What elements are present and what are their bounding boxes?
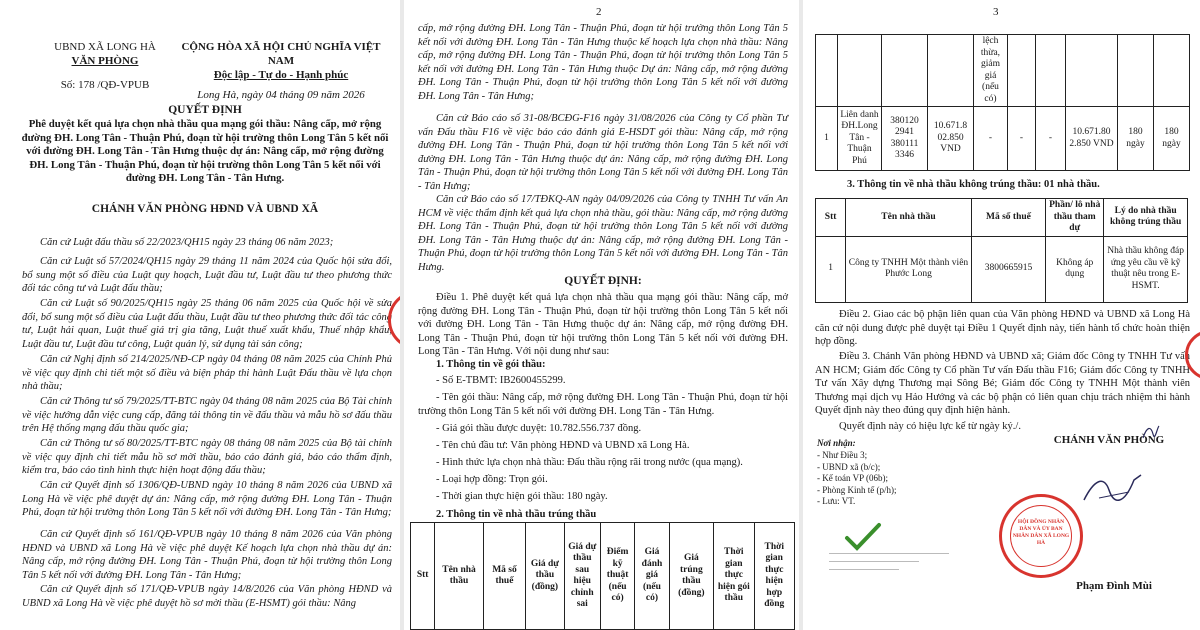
table-row — [816, 236, 1188, 302]
cell-empty — [928, 35, 974, 107]
issuing-org-header — [40, 40, 170, 92]
cell-reason: Nhà thầu không đáp ứng yêu cầu về kỹ thuật nêu trong E-HSMT. — [1104, 236, 1188, 302]
col-evaluated-price: Giá đánh giá (nếu có) — [635, 523, 669, 630]
org-line1: UBND XÃ LONG HÀ — [54, 41, 156, 53]
continued-basis: cấp, mở rộng đường ĐH. Long Tân - Thuận Phú, đoạn từ hội trường thôn Long Tân 5 kết nối với đường ĐH. Long Tân - Tân Hưng thuộc kế hoạch lựa chọn nhà thầu: Nâng cấp, mở rộng đường ĐH. Long Tân - Thuận Phú, đoạn từ hội trường thôn Long Tân 5 kết nối với đường ĐH. Long Tân - Tân Hưng thuộc Dự án: Nâng cấp, mở rộng đường ĐH. Long Tân - Thuận Phú, đoạn từ hội trường thôn Long Tân 5 kết nối với đường ĐH. Long Tân - Tân Hưng; — [418, 23, 788, 102]
winning-bidder-table-body — [815, 34, 1190, 171]
col-bidder-name: Tên nhà thầu — [435, 523, 484, 630]
basis-2: Căn cứ Luật số 57/2024/QH15 ngày 29 tháng 11 năm 2024 của Quốc hội sửa đổi, bổ sung một số điều của Luật quy hoạch, Luật đầu tư, Luật đầu tư theo phương thức đối tác công tư và Luật đấu thầu; — [22, 256, 392, 294]
decision-subject: Phê duyệt kết quả lựa chọn nhà thầu qua mạng gói thầu: Nâng cấp, mở rộng đường ĐH. Long Tân - Thuận Phú, đoạn từ hội trường thôn Long Tân 5 kết nối với đường ĐH. Long Tân - Tân Hưng thuộc dự án: Nâng cấp, mở rộng đường ĐH. Long Tân - Thuận Phú, đoạn từ hội trường thôn Long Tân 5 kết nối với đường ĐH. Long Tân - Tân Hưng. — [21, 118, 389, 184]
col-bid-price: Giá dự thầu (đồng) — [526, 523, 564, 630]
article-1: Điều 1. Phê duyệt kết quả lựa chọn nhà thầu qua mạng gói thầu: Nâng cấp, mở rộng đường ĐH. Long Tân - Thuận Phú, đoạn từ hội trường thôn Long Tân 5 kết nối với đường ĐH. Long Tân - Tân Hưng thuộc dự án: Nâng cấp, mở rộng đường ĐH. Long Tân - Thuận Phú, đoạn từ hội trường thôn Long Tân 5 kết nối với đường ĐH. Long Tân - Tân Hưng. Với nội dung như sau: — [418, 292, 788, 357]
col-winning-price: Giá trúng thầu (đồng) — [669, 523, 713, 630]
basis-6: Căn cứ Thông tư số 80/2025/TT-BTC ngày 08 tháng 08 năm 2025 của Bộ tài chính về việc quy định chi tiết mẫu hồ sơ mời thầu, báo cáo đánh giá, báo cáo thẩm định, kiểm tra, báo cáo tình hình thực hiện hoạt động đấu thầu; — [22, 438, 392, 476]
basis-appraisal-an: Căn cứ Báo cáo số 17/TĐKQ-AN ngày 04/09/2026 của Công ty TNHH Tư vấn An HCM về việc thẩm định kết quả lựa chọn nhà thầu, gói thầu: Nâng cấp, mở rộng đường ĐH. Long Tân - Thuận Phú, đoạn từ hội trường thôn Long Tân 5 kết nối với đường ĐH. Long Tân - Tân Hưng thuộc dự án: Nâng cấp, mở rộng đường ĐH. Long Tân - Thuận Phú, đoạn từ hội trường thôn Long Tân 5 kết nối với đường ĐH. Long Tân - Tân Hưng. — [418, 194, 788, 273]
col-bidder-name: Tên nhà thầu — [846, 199, 972, 237]
document-page-1 — [0, 0, 400, 630]
cell-bid-price: 10.671.8 02.850 VND — [928, 107, 974, 171]
cell-technical-score: - — [1008, 107, 1036, 171]
decision-title: QUYẾT ĐỊNH — [168, 104, 242, 116]
col-technical-score: Điểm kỹ thuật (nếu có) — [600, 523, 634, 630]
recipient-item: - Phòng Kinh tế (p/h); — [817, 484, 897, 495]
document-page-3 — [803, 0, 1200, 630]
motto: Độc lập - Tự do - Hạnh phúc — [213, 69, 349, 81]
item-investor: - Tên chủ đầu tư: Văn phòng HĐND và UBND xã Long Hà. — [436, 440, 690, 451]
winning-bidder-table-header — [410, 522, 795, 630]
basis-7: Căn cứ Quyết định số 1306/QĐ-UBND ngày 10 tháng 8 năm 2026 của UBND xã Long Hà về việc phê duyệt dự án: Nâng cấp, mở rộng đường ĐH. Long Tân - Thuận Phú, đoạn từ hội trường thôn Long Tân 5 kết nối với đường ĐH. Long Tân - Tân Hưng; — [22, 480, 392, 518]
signature-info-line — [829, 556, 919, 562]
doc-number: Số: 178 /QĐ-VPUB — [60, 79, 150, 91]
cell-bidder-name: Công ty TNHH Một thành viên Phước Long — [846, 236, 972, 302]
item-duration: - Thời gian thực hiện gói thầu: 180 ngày. — [436, 491, 608, 502]
cell-tax-code: 380120 2941 380111 3346 — [882, 107, 928, 171]
seal-text: HỘI ĐỒNG NHÂN DÂN VÀ ỦY BAN NHÂN DÂN XÃ LONG HÀ — [1012, 519, 1070, 546]
authority: CHÁNH VĂN PHÒNG HĐND VÀ UBND XÃ — [91, 203, 319, 215]
col-contract-duration: Thời gian thực hiện hợp đồng — [754, 523, 795, 630]
signature-info-line — [829, 564, 899, 570]
item-tbmt: - Số E-TBMT: IB2600455299. — [436, 375, 566, 386]
item-package-price: - Giá gói thầu được duyệt: 10.782.556.737 đồng. — [436, 423, 642, 434]
basis-4: Căn cứ Nghị định số 214/2025/NĐ-CP ngày 04 tháng 08 năm 2025 của Chính Phủ về việc quy định chi tiết một số điều và biện pháp thi hành Luật Đấu thầu về lựa chọn nhà thầu; — [22, 354, 392, 392]
date-line: Long Hà, ngày 04 tháng 09 năm 2026 — [197, 89, 365, 101]
cell-price-variance-header: lệch thừa, giảm giá (nếu có) — [974, 35, 1008, 107]
col-stt: Stt — [816, 199, 846, 237]
col-reason: Lý do nhà thầu không trúng thầu — [1104, 199, 1188, 237]
basis-5: Căn cứ Thông tư số 79/2025/TT-BTC ngày 04 tháng 08 năm 2025 của Bộ Tài chính về việc hướng dẫn việc cung cấp, đăng tải thông tin về đấu thầu và mẫu hồ sơ đấu thầu trên Hệ thống mạng đấu thầu quốc gia; — [22, 396, 392, 434]
article-3: Điều 3. Chánh Văn phòng HĐND và UBND xã; Giám đốc Công ty TNHH Tư vấn AN HCM; Giám đốc Công ty Cổ phần Tư vấn Đấu thầu F16; Giám đốc Công ty TNHH Tư vấn Xây dựng Thương mại Sông Bé; Giám đốc Công ty TNHH Một thành viên Thương mại dịch vụ Hảo Hướng và các bộ phận có liên quan chịu trách nhiệm thi hành Quyết định này theo đúng quy định hiện hành. — [815, 351, 1190, 416]
handwritten-signature — [1079, 470, 1149, 510]
recipient-item: - Lưu: VT. — [817, 496, 856, 506]
recipient-item: - Như Điều 3; — [817, 450, 868, 460]
basis-1: Căn cứ Luật đấu thầu số 22/2023/QH15 ngày 23 tháng 06 năm 2023; — [40, 237, 334, 248]
item-contract-type: - Loại hợp đồng: Trọn gói. — [436, 474, 548, 485]
col-tax-code: Mã số thuế — [483, 523, 525, 630]
page-number: 3 — [993, 6, 999, 18]
cell-empty — [838, 35, 882, 107]
recipients-list — [817, 450, 967, 508]
official-seal — [999, 494, 1083, 578]
signer-name: Phạm Đình Mùi — [1076, 580, 1152, 592]
col-tax-code: Mã số thuế — [971, 199, 1045, 237]
cell-winning-price: 10.671.80 2.850 VND — [1066, 107, 1118, 171]
effect-clause: Quyết định này có hiệu lực kể từ ngày ký./. — [839, 421, 1021, 432]
page-number: 2 — [596, 6, 602, 18]
digital-signature-info — [829, 548, 999, 570]
losing-bidder-table — [815, 198, 1188, 303]
col-lot: Phần/ lô nhà thầu tham dự — [1046, 199, 1104, 237]
cell-empty — [1008, 35, 1036, 107]
section-2-heading: 2. Thông tin về nhà thầu trúng thầu — [436, 509, 597, 520]
article-2: Điều 2. Giao các bộ phận liên quan của Văn phòng HĐND và UBND xã Long Hà căn cứ nội dung được phê duyệt tại Điều 1 Quyết định này, tiến hành tổ chức hoàn thiện hợp đồng. — [815, 309, 1190, 347]
cell-contract-duration: 180 ngày — [1154, 107, 1190, 171]
cell-empty — [882, 35, 928, 107]
col-package-duration: Thời gian thực hiện gói thầu — [714, 523, 754, 630]
item-package-name: - Tên gói thầu: Nâng cấp, mở rộng đường ĐH. Long Tân - Thuận Phú, đoạn từ hội trường thôn Long Tân 5 kết nối với đường ĐH. Long Tân - Tân Hưng. — [418, 392, 788, 417]
cell-stt: 1 — [816, 236, 846, 302]
recipient-item: - UBND xã (b/c); — [817, 461, 881, 472]
cell-lot: Không áp dụng — [1046, 236, 1104, 302]
basis-8: Căn cứ Quyết định số 161/QĐ-VPUB ngày 10 tháng 8 năm 2026 của Văn phòng HĐND và UBND xã Long Hà về việc phê duyệt Kế hoạch lựa chọn nhà thầu dự án: Nâng cấp, mở rộng đường ĐH. Long Tân - Thuận Phú, đoạn từ hội trường thôn Long Tân 5 kết nối với đường ĐH. Long Tân - Tân Hưng; — [22, 529, 392, 581]
cell-empty — [1036, 35, 1066, 107]
document-page-2 — [404, 0, 799, 630]
cell-package-duration: 180 ngày — [1118, 107, 1154, 171]
section-3-heading: 3. Thông tin về nhà thầu không trúng thầu: 01 nhà thầu. — [847, 179, 1100, 190]
col-stt: Stt — [411, 523, 435, 630]
cell-stt: 1 — [816, 107, 838, 171]
item-selection-method: - Hình thức lựa chọn nhà thầu: Đấu thầu rộng rãi trong nước (qua mạng). — [436, 457, 743, 468]
signer-title: CHÁNH VĂN PHÒNG — [1053, 434, 1165, 446]
initial-mark — [1141, 424, 1161, 440]
recipients-title: Nơi nhận: — [817, 438, 856, 448]
decides-heading: QUYẾT ĐỊNH: — [564, 275, 642, 287]
recipient-item: - Kế toán VP (06b); — [817, 473, 888, 483]
cell-empty — [1066, 35, 1118, 107]
cell-empty — [1118, 35, 1154, 107]
basis-9: Căn cứ Quyết định số 171/QĐ-VPUB ngày 14/8/2026 của Văn phòng HĐND và UBND xã Long Hà về việc phê duyệt hồ sơ mời thầu (E-HSMT) gói thầu: Nâng — [22, 584, 392, 609]
signature-info-line — [829, 548, 949, 554]
org-line2: VĂN PHÒNG — [71, 55, 139, 67]
section-1-heading: 1. Thông tin về gói thầu: — [436, 359, 546, 370]
nation-name: CỘNG HÒA XÃ HỘI CHỦ NGHĨA VIỆT NAM — [181, 41, 381, 67]
cell-variance: - — [974, 107, 1008, 171]
basis-3: Căn cứ Luật số 90/2025/QH15 ngày 25 tháng 06 năm 2025 của Quốc hội về sửa đổi, bổ sung một số điều của Luật đấu thầu, Luật đầu tư theo phương thức đối tác công tư, Luật hải quan, Luật thuế giá trị gia tăng, Luật thuế xuất khẩu, Thuế nhập khẩu, Luật đầu tư, Luật đầu tư công, Luật quản lý, sử dụng tài sản công; — [22, 298, 392, 350]
col-corrected-price: Giá dự thầu sau hiệu chỉnh sai — [564, 523, 600, 630]
basis-report-f16: Căn cứ Báo cáo số 31-08/BCĐG-F16 ngày 31/08/2026 của Công ty Cổ phần Tư vấn Đấu thầu F16 về việc báo cáo đánh giá E-HSDT gói thầu: Nâng cấp, mở rộng đường ĐH. Long Tân - Thuận Phú, đoạn từ hội trường thôn Long Tân 5 kết nối với đường ĐH. Long Tân - Tân Hưng thuộc dự án: Nâng cấp, mở rộng đường ĐH. Long Tân - Thuận Phú, đoạn từ hội trường thôn Long Tân 5 kết nối với đường ĐH. Long Tân - Tân Hưng; — [418, 113, 788, 192]
national-header — [176, 40, 386, 102]
cell-evaluated-price: - — [1036, 107, 1066, 171]
table-row — [816, 107, 1190, 171]
cell-empty — [1154, 35, 1190, 107]
cell-empty — [816, 35, 838, 107]
cell-tax-code: 3800665915 — [971, 236, 1045, 302]
cell-bidder-name: Liên danh ĐH.Long Tân - Thuận Phú — [838, 107, 882, 171]
